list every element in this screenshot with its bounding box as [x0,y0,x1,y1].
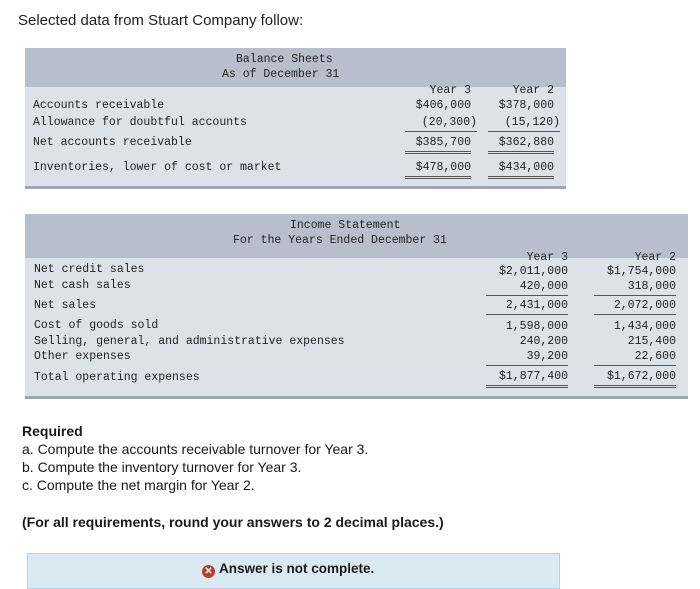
is-row-year2: $1,754,000 [606,265,676,278]
is-row-year3: 420,000 [486,280,568,296]
required-heading: Required [22,423,83,439]
is-row-year2: 2,072,000 [594,299,676,315]
is-row-year2: 22,600 [594,350,676,366]
bs-row-year2: $434,000 [488,161,554,179]
is-row-label: Selling, general, and administrative expenses [34,335,345,348]
bs-row-year2: $362,880 [488,136,554,154]
is-row-year3: $2,011,000 [498,265,568,278]
bs-row-year3: $478,000 [405,161,471,179]
is-row-year2: 318,000 [594,280,676,296]
income-statement-title: Income Statement [290,219,401,232]
is-col-header-year2: Year 2 [634,251,676,264]
is-row-label: Net cash sales [34,279,131,292]
bs-col-header-year2: Year 2 [512,84,554,97]
is-row-label: Net sales [34,299,97,312]
bs-row-label: Allowance for doubtful accounts [33,116,247,129]
is-row-label: Other expenses [34,350,131,363]
is-col-header-year3: Year 3 [526,251,568,264]
is-row-label: Cost of goods sold [34,319,159,332]
answer-status-text: Answer is not complete. [219,561,375,576]
is-row-year3: 1,598,000 [505,320,568,333]
balance-sheet-title: Balance Sheets [236,53,333,66]
bs-row-year3: (20,300) [405,116,477,132]
bs-row-label: Inventories, lower of cost or market [33,161,282,174]
income-statement-bottom-rule [25,396,688,399]
is-row-year2: 1,434,000 [613,320,676,333]
required-item: a. Compute the accounts receivable turnover for Year 3. [22,441,369,457]
balance-sheet-bottom-rule [25,186,566,189]
is-row-year2: $1,672,000 [594,370,676,388]
is-row-year3: $1,877,400 [486,370,568,388]
bs-row-year2: (15,120) [488,116,560,132]
required-item: c. Compute the net margin for Year 2. [22,477,255,493]
answer-status [202,561,374,578]
bs-row-year2: $378,000 [498,99,554,112]
bs-row-label: Accounts receivable [33,99,165,112]
intro-text: Selected data from Stuart Company follow: [18,12,304,29]
is-row-year3: 2,431,000 [486,299,568,315]
bs-row-label: Net accounts receivable [33,136,192,149]
is-row-year2: 215,400 [627,335,676,348]
is-row-label: Total operating expenses [34,371,200,384]
rounding-note: (For all requirements, round your answers to 2 decimal places.) [22,514,444,530]
error-x-icon: ✕ [202,565,215,578]
balance-sheet-subtitle: As of December 31 [222,68,340,81]
bs-row-year3: $406,000 [415,99,471,112]
is-row-year3: 39,200 [486,350,568,366]
bs-row-year3: $385,700 [405,136,471,154]
bs-col-header-year3: Year 3 [429,84,471,97]
is-row-label: Net credit sales [34,263,145,276]
required-item: b. Compute the inventory turnover for Year 3. [22,459,302,475]
is-row-year3: 240,200 [519,335,568,348]
income-statement-subtitle: For the Years Ended December 31 [233,234,447,247]
